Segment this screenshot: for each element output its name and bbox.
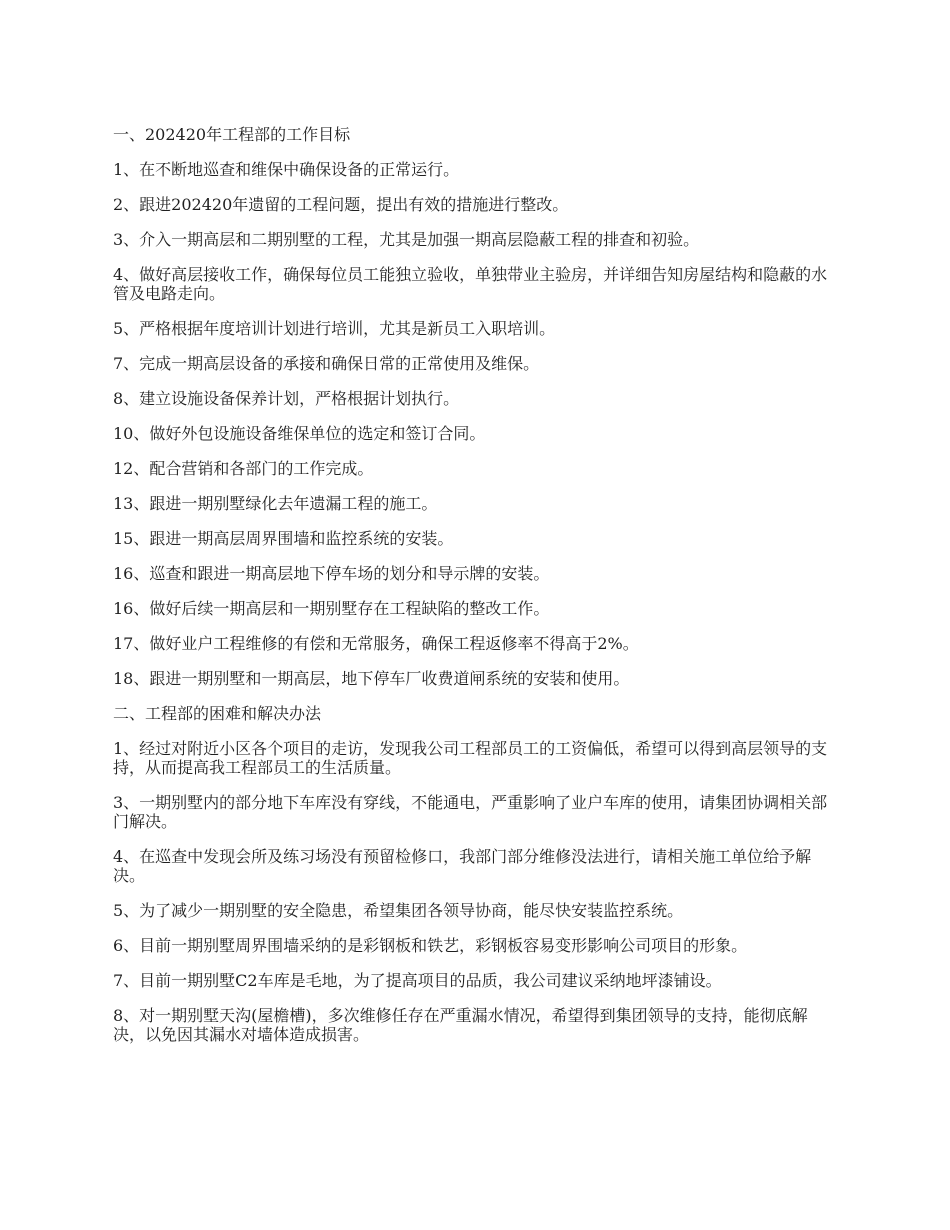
goal-item: 15、跟进一期高层周界围墙和监控系统的安装。 [113,529,454,548]
difficulty-item: 7、目前一期别墅C2车库是毛地，为了提高项目的品质，我公司建议采纳地坪漆铺设。 [113,971,722,990]
difficulty-item: 5、为了减少一期别墅的安全隐患，希望集团各领导协商，能尽快安装监控系统。 [113,901,684,920]
difficulty-item: 8、对一期别墅天沟(屋檐槽)，多次维修任存在严重漏水情况，希望得到集团领导的支持，能彻底解决，以免因其漏水对墙体造成损害。 [113,1006,808,1044]
goal-item: 7、完成一期高层设备的承接和确保日常的正常使用及维保。 [113,354,540,373]
goal-item: 1、在不断地巡查和维保中确保设备的正常运行。 [113,160,460,179]
goal-item: 2、跟进202420年遗留的工程问题，提出有效的措施进行整改。 [113,195,569,214]
section-heading-difficulties: 二、工程部的困难和解决办法 [113,704,322,723]
document-body [113,125,835,1060]
goal-item: 16、巡查和跟进一期高层地下停车场的划分和导示牌的安装。 [113,564,550,583]
goal-item: 16、做好后续一期高层和一期别墅存在工程缺陷的整改工作。 [113,599,550,618]
goal-item: 12、配合营销和各部门的工作完成。 [113,459,374,478]
goal-item: 17、做好业户工程维修的有偿和无常服务，确保工程返修率不得高于2%。 [113,634,639,653]
goal-item: 4、做好高层接收工作，确保每位员工能独立验收，单独带业主验房，并详细告知房屋结构和隐蔽的水管及电路走向。 [113,265,828,303]
goal-item: 3、介入一期高层和二期别墅的工程，尤其是加强一期高层隐蔽工程的排查和初验。 [113,230,700,249]
goal-item: 13、跟进一期别墅绿化去年遗漏工程的施工。 [113,494,438,513]
difficulty-item: 4、在巡查中发现会所及练习场没有预留检修口，我部门部分维修没法进行，请相关施工单位给予解决。 [113,847,812,885]
goal-item: 8、建立设施设备保养计划，严格根据计划执行。 [113,389,460,408]
difficulty-item: 6、目前一期别墅周界围墙采纳的是彩钢板和铁艺，彩钢板容易变形影响公司项目的形象。 [113,936,748,955]
difficulty-item: 1、经过对附近小区各个项目的走访，发现我公司工程部员工的工资偏低，希望可以得到高层领导的支持，从而提高我工程部员工的生活质量。 [113,739,828,777]
difficulty-item: 3、一期别墅内的部分地下车库没有穿线，不能通电，严重影响了业户车库的使用，请集团协调相关部门解决。 [113,793,828,831]
section-heading-goals: 一、202420年工程部的工作目标 [113,125,351,144]
goal-item: 5、严格根据年度培训计划进行培训，尤其是新员工入职培训。 [113,319,556,338]
goal-item: 18、跟进一期别墅和一期高层，地下停车厂收费道闸系统的安装和使用。 [113,669,630,688]
goal-item: 10、做好外包设施设备维保单位的选定和签订合同。 [113,424,486,443]
